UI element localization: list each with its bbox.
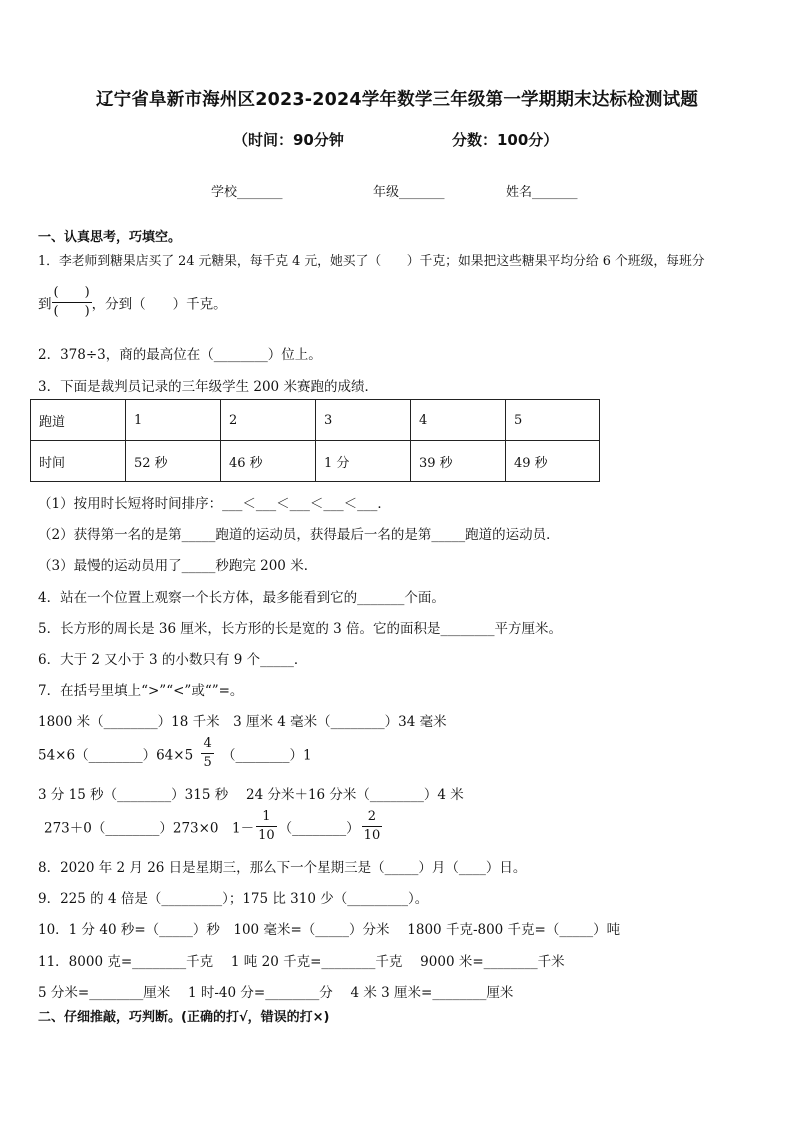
table-cell: 1 <box>126 400 221 441</box>
frac-num: 2 <box>362 808 383 827</box>
exam-title: 辽宁省阜新市海州区2023-2024学年数学三年级第一学期期末达标检测试题 <box>95 90 699 110</box>
table-cell: 跑道 <box>31 400 126 441</box>
table-cell: 46 秒 <box>221 441 316 482</box>
q1-prefix: 到 <box>38 296 52 313</box>
frac-den: 10 <box>363 828 381 843</box>
table-cell: 时间 <box>31 441 126 482</box>
table-cell: 49 秒 <box>506 441 600 482</box>
q9: 9．225 的 4 倍是（_________）；175 比 310 少（_________）。 <box>38 891 429 907</box>
q1-line2 <box>38 284 227 321</box>
q1-fraction <box>52 284 92 321</box>
q8: 8．2020 年 2 月 26 日是星期三，那么下一个星期三是（_____）月（____）日。 <box>38 860 527 876</box>
q3-part1: （1）按用时长短将时间排序：___＜___＜___＜___＜___． <box>38 496 391 512</box>
q7-row2-right: （________）1 <box>222 747 312 764</box>
q11-row2: 5 分米=________厘米 1 时-40 分=________分 4 米 3 厘米=________厘米 <box>38 985 514 1001</box>
table-cell: 39 秒 <box>411 441 506 482</box>
frac-den: 5 <box>203 755 212 770</box>
q7-row1: 1800 米（________）18 千米 3 厘米 4 毫米（________）34 毫米 <box>38 714 447 730</box>
q5: 5．长方形的周长是 36 厘米，长方形的长是宽的 3 倍。它的面积是________平方厘米。 <box>38 621 563 637</box>
table-cell: 1 分 <box>316 441 411 482</box>
frac-num: 1 <box>256 808 277 827</box>
q3-intro: 3．下面是裁判员记录的三年级学生 200 米赛跑的成绩． <box>38 379 378 395</box>
q1-frac-num: ( ) <box>52 284 92 303</box>
q7-row2-left: 54×6（________）64×5 <box>38 747 194 764</box>
table-cell: 5 <box>506 400 600 441</box>
race-results-table <box>30 399 600 482</box>
q7-intro: 7．在括号里填上“>”“<”或“”=。 <box>38 683 244 699</box>
table-cell: 3 <box>316 400 411 441</box>
q2: 2．378÷3，商的最高位在（________）位上。 <box>38 347 322 363</box>
q10: 10．1 分 40 秒=（_____）秒 100 毫米=（_____）分米 1800 千克-800 千克=（_____）吨 <box>38 922 621 938</box>
frac-den: 10 <box>258 828 275 843</box>
exam-time: （时间：90分钟 <box>233 131 344 149</box>
name-field: 姓名_______ <box>506 185 578 200</box>
table-row <box>31 441 600 482</box>
section1-heading: 一、认真思考，巧填空。 <box>38 230 182 245</box>
q1-frac-den: ( ) <box>53 304 90 319</box>
q1-suffix: ，分到（ ）千克。 <box>91 296 227 313</box>
q7-row2-fraction <box>201 735 213 772</box>
q7-row4-fraction1 <box>256 808 277 845</box>
table-cell: 4 <box>411 400 506 441</box>
table-row <box>31 400 600 441</box>
q7-row3: 3 分 15 秒（________）315 秒 24 分米＋16 分米（________）4 米 <box>38 787 464 803</box>
q7-row4 <box>44 808 384 845</box>
q1-line1: 1．李老师到糖果店买了 24 元糖果，每千克 4 元，她买了（ ）千克；如果把这些糖果平均分给 6 个班级，每班分 <box>38 254 705 269</box>
q3-part3: （3）最慢的运动员用了_____秒跑完 200 米． <box>38 558 318 574</box>
q7-row2 <box>38 735 312 772</box>
section2-heading: 二、仔细推敲，巧判断。(正确的打√，错误的打×) <box>38 1010 330 1025</box>
school-field: 学校_______ <box>211 185 283 200</box>
q7-row4-mid: （________） <box>278 820 360 837</box>
table-cell: 2 <box>221 400 316 441</box>
grade-field: 年级_______ <box>373 185 445 200</box>
frac-num: 4 <box>201 735 213 754</box>
exam-score: 分数：100分） <box>452 131 559 149</box>
q7-row4-fraction2 <box>362 808 383 845</box>
table-cell: 52 秒 <box>126 441 221 482</box>
q7-row4-left: 273＋0（________）273×0 1－ <box>44 820 255 837</box>
q11-row1: 11．8000 克=________千克 1 吨 20 千克=________千克 9000 米=________千米 <box>38 954 565 970</box>
q4: 4．站在一个位置上观察一个长方体，最多能看到它的_______个面。 <box>38 590 445 606</box>
q6: 6．大于 2 又小于 3 的小数只有 9 个_____． <box>38 652 308 668</box>
q3-part2: （2）获得第一名的是第_____跑道的运动员，获得最后一名的是第_____跑道的运动员． <box>38 527 560 543</box>
